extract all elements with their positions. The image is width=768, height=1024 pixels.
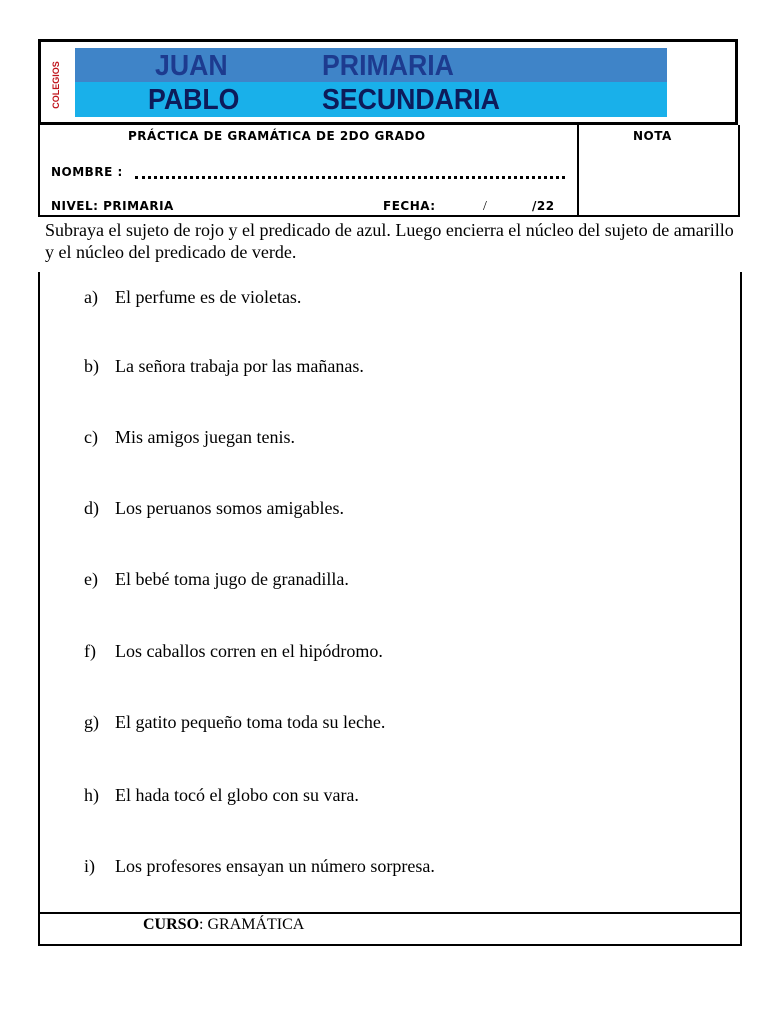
item-sentence: El perfume es de violetas.: [115, 287, 302, 307]
item-letter: c): [84, 427, 98, 447]
colegios-label-wrap: [47, 50, 65, 120]
item-letter: b): [84, 356, 99, 376]
item-letter: g): [84, 712, 99, 732]
nombre-field[interactable]: [135, 176, 565, 179]
exercise-item: [84, 570, 349, 588]
item-letter: h): [84, 785, 99, 805]
nota-divider: [577, 125, 579, 217]
item-letter: d): [84, 498, 99, 518]
colegios-label: COLEGIOS: [51, 61, 62, 109]
exercise-item: [84, 357, 364, 375]
exercise-item: [84, 499, 344, 517]
curso-divider: [38, 912, 742, 914]
nota-label: NOTA: [633, 129, 672, 143]
nivel-label: NIVEL: PRIMARIA: [51, 199, 174, 213]
item-sentence: La señora trabaja por las mañanas.: [115, 356, 364, 376]
level-primaria: PRIMARIA: [322, 50, 454, 82]
exercise-item: [84, 713, 385, 731]
exercise-item: [84, 428, 295, 446]
item-letter: i): [84, 856, 95, 876]
instructions: Subraya el sujeto de rojo y el predicado de azul. Luego encierra el núcleo del sujeto de amarillo y el núcleo del predicado de verde.: [45, 220, 734, 262]
exercise-item: [84, 857, 435, 875]
fecha-year: /22: [532, 199, 555, 213]
item-sentence: Los profesores ensayan un número sorpresa.: [115, 856, 435, 876]
curso-line: [143, 916, 304, 934]
school-name-juan: JUAN: [155, 50, 228, 82]
fecha-slash: /: [483, 199, 488, 214]
level-secundaria: SECUNDARIA: [322, 84, 500, 116]
item-sentence: El bebé toma jugo de granadilla.: [115, 569, 349, 589]
item-sentence: El hada tocó el globo con su vara.: [115, 785, 359, 805]
exercise-item: [84, 642, 383, 660]
curso-label: CURSO: [143, 916, 200, 933]
item-letter: f): [84, 641, 96, 661]
nombre-label: NOMBRE :: [51, 165, 123, 179]
item-sentence: Mis amigos juegan tenis.: [115, 427, 295, 447]
item-sentence: Los caballos corren en el hipódromo.: [115, 641, 383, 661]
curso-value: : GRAMÁTICA: [199, 916, 305, 933]
exercise-item: [84, 786, 359, 804]
item-letter: e): [84, 569, 98, 589]
fecha-label: FECHA:: [383, 199, 436, 213]
worksheet-title: PRÁCTICA DE GRAMÁTICA DE 2DO GRADO: [128, 129, 426, 143]
item-sentence: El gatito pequeño toma toda su leche.: [115, 712, 386, 732]
school-name-pablo: PABLO: [148, 84, 240, 116]
exercise-item: [84, 288, 301, 306]
item-letter: a): [84, 287, 98, 307]
item-sentence: Los peruanos somos amigables.: [115, 498, 344, 518]
